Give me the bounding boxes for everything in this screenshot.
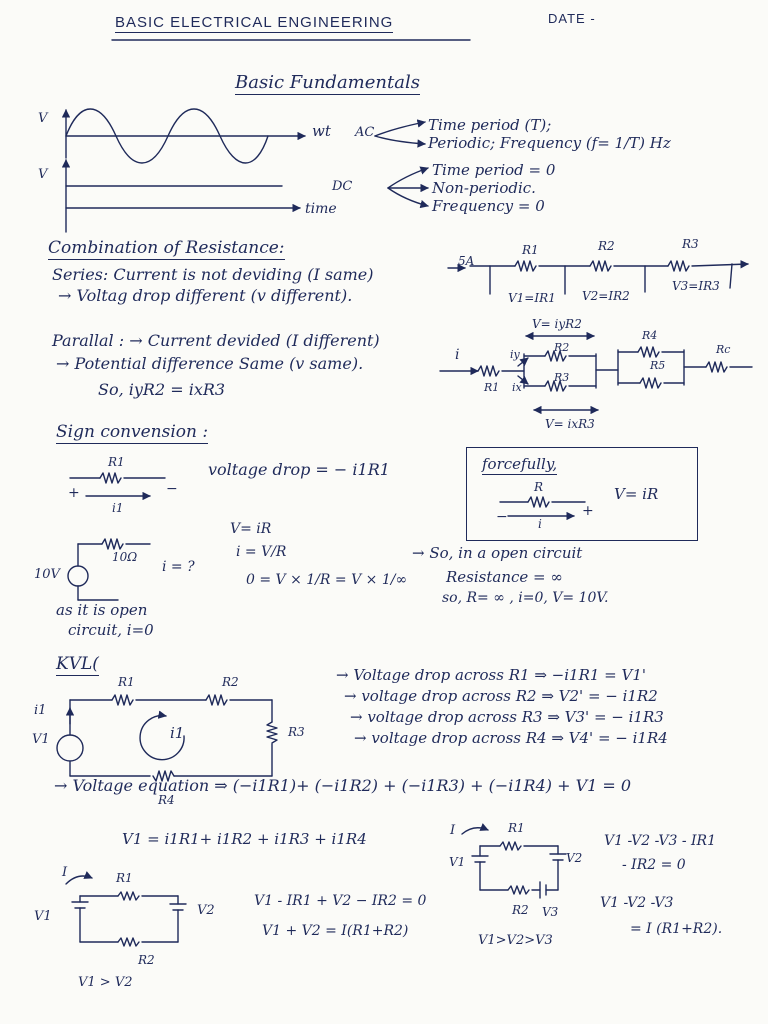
open-text-3: so, R= ∞ , i=0, V= 10V. <box>442 590 609 606</box>
forcefully-resistor-diagram <box>500 497 585 516</box>
kvl-equation: → Voltage equation ⇒ (−i1R1)+ (−i1R2) + (−i1R3) + (−i1R4) + V1 = 0 <box>54 776 632 795</box>
kvl-result: V1 = i1R1+ i1R2 + i1R3 + i1R4 <box>122 830 367 848</box>
parallel-ix: ix <box>512 381 522 394</box>
ex2-eq-3: V1 -V2 -V3 <box>600 895 674 911</box>
series-r1: R1 <box>522 243 539 257</box>
forcefully-eq: V= iR <box>614 485 659 503</box>
ex1-r1: R1 <box>116 871 133 885</box>
ac-label: AC <box>355 125 375 140</box>
ex1-r2: R2 <box>138 953 155 967</box>
parallel-r4: R4 <box>642 329 658 342</box>
kvl-v1: V1 <box>32 732 50 747</box>
open-eq-1: V= iR <box>230 521 272 537</box>
kvl-drop-1: → Voltage drop across R1 ⇒ −i1R1 = V1' <box>336 666 647 684</box>
open-i-query: i = ? <box>162 559 195 575</box>
ex1-i: I <box>62 865 68 880</box>
section-title-sign: Sign convension : <box>56 422 209 442</box>
ex1-circuit-diagram <box>66 876 186 946</box>
open-eq-3: 0 = V × 1/R = V × 1/∞ <box>246 572 408 588</box>
parallel-circuit-diagram <box>440 336 752 410</box>
section-title-kvl: KVL( <box>56 654 99 674</box>
forcefully-minus: − <box>496 509 508 525</box>
ex2-r1: R1 <box>508 821 525 835</box>
dc-axis-label: time <box>305 201 337 217</box>
sign-resistor-diagram <box>70 473 165 496</box>
open-note-1: as it is open <box>56 601 148 619</box>
dc-label: DC <box>332 179 353 194</box>
parallel-iy: iy <box>510 348 520 361</box>
ex2-r2: R2 <box>512 903 529 917</box>
parallel-rc: Rc <box>716 343 731 356</box>
sign-r1: R1 <box>108 455 125 469</box>
series-text-2: → Voltag drop different (v different). <box>58 286 353 305</box>
ex2-circuit-diagram <box>462 828 566 898</box>
open-res-value: 10Ω <box>112 550 138 564</box>
ex2-eq-2: - IR2 = 0 <box>622 857 686 873</box>
dc-prop-3: Frequency = 0 <box>432 197 545 215</box>
section-title-fundamentals: Basic Fundamentals <box>235 72 420 93</box>
date-label: DATE - <box>548 11 596 26</box>
ex1-eq-2: V1 + V2 = I(R1+R2) <box>262 923 409 939</box>
ex2-i: I <box>450 823 456 838</box>
open-text-1: → So, in a open circuit <box>412 544 583 562</box>
sign-minus: − <box>166 481 178 497</box>
parallel-text-1: Parallal : → Current devided (I different) <box>52 331 380 350</box>
open-eq-2: i = V/R <box>236 544 287 560</box>
series-v1: V1=IR1 <box>508 291 556 305</box>
dc-v-label: V <box>38 167 48 182</box>
ex2-eq-1: V1 -V2 -V3 - IR1 <box>604 833 716 849</box>
open-source-label: 10V <box>34 567 60 582</box>
kvl-r3: R3 <box>288 725 305 739</box>
parallel-v-bottom: V= ixR3 <box>545 417 595 431</box>
dc-graph <box>66 160 428 232</box>
page-title: BASIC ELECTRICAL ENGINEERING <box>115 14 394 31</box>
forcefully-i: i <box>538 517 542 531</box>
series-r2: R2 <box>598 239 615 253</box>
series-text-1: Series: Current is not deviding (I same) <box>52 265 374 284</box>
parallel-r3: R3 <box>554 371 570 384</box>
ac-v-label: V <box>38 111 48 126</box>
ac-prop-2: Periodic; Frequency (f= 1/T) Hz <box>428 134 671 152</box>
ex2-v2: V2 <box>566 851 583 865</box>
kvl-loop-label: i1 <box>170 724 185 742</box>
ex1-cond: V1 > V2 <box>78 975 133 990</box>
kvl-current: i1 <box>34 703 47 718</box>
parallel-r5: R5 <box>650 359 666 372</box>
parallel-text-3: So, iyR2 = ixR3 <box>98 380 226 399</box>
ex2-v1: V1 <box>449 855 466 869</box>
open-text-2: Resistance = ∞ <box>446 568 563 586</box>
ex2-cond: V1>V2>V3 <box>478 933 553 948</box>
series-r3: R3 <box>682 237 699 251</box>
ac-prop-1: Time period (T); <box>428 116 552 134</box>
dc-prop-2: Non-periodic. <box>432 179 536 197</box>
kvl-drop-4: → voltage drop across R4 ⇒ V4' = − i1R4 <box>354 729 668 747</box>
sign-i1: i1 <box>112 501 124 515</box>
kvl-r2: R2 <box>222 675 239 689</box>
kvl-drop-3: → voltage drop across R3 ⇒ V3' = − i1R3 <box>350 708 664 726</box>
ac-axis-label: wt <box>312 122 331 140</box>
open-circuit-diagram <box>68 539 150 600</box>
parallel-text-2: → Potential difference Same (v same). <box>56 354 364 373</box>
parallel-r1: R1 <box>484 381 500 394</box>
kvl-r1: R1 <box>118 675 135 689</box>
forcefully-label: forcefully, <box>482 455 558 473</box>
ex1-v1: V1 <box>34 909 52 924</box>
open-note-2: circuit, i=0 <box>68 621 154 639</box>
section-title-combination: Combination of Resistance: <box>48 238 285 258</box>
ex2-eq-4: = I (R1+R2). <box>630 921 723 937</box>
ex2-v3: V3 <box>542 905 559 919</box>
series-current: 5A <box>458 254 475 268</box>
kvl-drop-2: → voltage drop across R2 ⇒ V2' = − i1R2 <box>344 687 658 705</box>
parallel-i: i <box>455 347 460 363</box>
sign-plus: + <box>68 485 80 501</box>
parallel-v-top: V= iyR2 <box>532 317 582 331</box>
sign-drop-text: voltage drop = − i1R1 <box>208 460 390 479</box>
ex1-eq-1: V1 - IR1 + V2 − IR2 = 0 <box>254 893 427 909</box>
ac-waveform-graph <box>66 109 425 163</box>
kvl-r4: R4 <box>158 793 175 807</box>
series-v3: V3=IR3 <box>672 279 720 293</box>
forcefully-r: R <box>534 480 544 494</box>
kvl-circuit-diagram <box>57 695 277 781</box>
dc-prop-1: Time period = 0 <box>432 161 556 179</box>
parallel-r2: R2 <box>554 341 570 354</box>
forcefully-plus: + <box>582 503 594 519</box>
series-v2: V2=IR2 <box>582 289 630 303</box>
series-circuit-diagram <box>448 261 748 294</box>
ex1-v2: V2 <box>197 903 215 918</box>
